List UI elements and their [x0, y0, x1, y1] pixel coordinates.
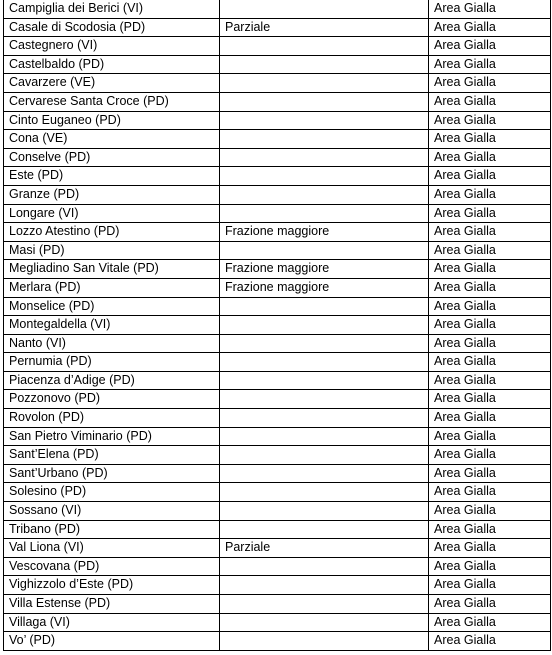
- table-row: [4, 130, 551, 149]
- table-row: [4, 278, 551, 297]
- area-cell: Area Gialla: [429, 390, 551, 409]
- area-cell: Area Gialla: [429, 111, 551, 130]
- note-cell: [220, 427, 429, 446]
- municipality-cell: Sant’Elena (PD): [4, 446, 220, 465]
- municipality-cell: Pozzonovo (PD): [4, 390, 220, 409]
- note-cell: [220, 0, 429, 18]
- table-row: [4, 483, 551, 502]
- municipality-cell: Val Liona (VI): [4, 539, 220, 558]
- table-row: [4, 427, 551, 446]
- table-row: [4, 557, 551, 576]
- note-cell: [220, 576, 429, 595]
- table-row: [4, 55, 551, 74]
- area-cell: Area Gialla: [429, 613, 551, 632]
- area-cell: Area Gialla: [429, 278, 551, 297]
- area-cell: Area Gialla: [429, 334, 551, 353]
- note-cell: [220, 502, 429, 521]
- note-cell: Parziale: [220, 539, 429, 558]
- table-row: [4, 353, 551, 372]
- table-row: [4, 260, 551, 279]
- municipality-cell: Montegaldella (VI): [4, 316, 220, 335]
- municipality-cell: Este (PD): [4, 167, 220, 186]
- municipality-cell: Pernumia (PD): [4, 353, 220, 372]
- table-row: [4, 576, 551, 595]
- municipality-cell: Vighizzolo d’Este (PD): [4, 576, 220, 595]
- table-row: [4, 167, 551, 186]
- municipality-cell: Villaga (VI): [4, 613, 220, 632]
- area-cell: Area Gialla: [429, 260, 551, 279]
- area-cell: Area Gialla: [429, 353, 551, 372]
- area-cell: Area Gialla: [429, 18, 551, 37]
- note-cell: [220, 446, 429, 465]
- table-row: [4, 390, 551, 409]
- table-row: [4, 334, 551, 353]
- table-row: [4, 539, 551, 558]
- area-cell: Area Gialla: [429, 520, 551, 539]
- note-cell: [220, 520, 429, 539]
- table-row: [4, 520, 551, 539]
- municipality-cell: Cinto Euganeo (PD): [4, 111, 220, 130]
- note-cell: [220, 632, 429, 651]
- area-cell: Area Gialla: [429, 37, 551, 56]
- municipality-cell: Sossano (VI): [4, 502, 220, 521]
- municipality-cell: Nanto (VI): [4, 334, 220, 353]
- table-row: [4, 316, 551, 335]
- note-cell: [220, 185, 429, 204]
- municipality-cell: Vo’ (PD): [4, 632, 220, 651]
- note-cell: [220, 92, 429, 111]
- area-cell: Area Gialla: [429, 55, 551, 74]
- area-cell: Area Gialla: [429, 502, 551, 521]
- table-row: [4, 92, 551, 111]
- area-cell: Area Gialla: [429, 576, 551, 595]
- table-body: [4, 0, 551, 650]
- area-cell: Area Gialla: [429, 539, 551, 558]
- municipality-cell: Castelbaldo (PD): [4, 55, 220, 74]
- table-row: [4, 111, 551, 130]
- note-cell: [220, 353, 429, 372]
- area-cell: Area Gialla: [429, 371, 551, 390]
- municipality-cell: Sant’Urbano (PD): [4, 464, 220, 483]
- note-cell: [220, 390, 429, 409]
- area-cell: Area Gialla: [429, 297, 551, 316]
- area-cell: Area Gialla: [429, 595, 551, 614]
- area-cell: Area Gialla: [429, 130, 551, 149]
- table-row: [4, 241, 551, 260]
- table-row: [4, 37, 551, 56]
- table-row: [4, 74, 551, 93]
- municipality-cell: Monselice (PD): [4, 297, 220, 316]
- note-cell: [220, 148, 429, 167]
- table-row: [4, 632, 551, 651]
- note-cell: [220, 55, 429, 74]
- note-cell: [220, 371, 429, 390]
- municipality-cell: San Pietro Viminario (PD): [4, 427, 220, 446]
- table-row: [4, 595, 551, 614]
- table-row: [4, 502, 551, 521]
- table-row: [4, 223, 551, 242]
- table-row: [4, 446, 551, 465]
- municipality-cell: Tribano (PD): [4, 520, 220, 539]
- note-cell: Frazione maggiore: [220, 260, 429, 279]
- table-row: [4, 185, 551, 204]
- area-cell: Area Gialla: [429, 557, 551, 576]
- note-cell: [220, 74, 429, 93]
- area-cell: Area Gialla: [429, 185, 551, 204]
- note-cell: [220, 111, 429, 130]
- note-cell: [220, 241, 429, 260]
- municipality-cell: Megliadino San Vitale (PD): [4, 260, 220, 279]
- area-cell: Area Gialla: [429, 223, 551, 242]
- area-cell: Area Gialla: [429, 0, 551, 18]
- note-cell: [220, 595, 429, 614]
- area-cell: Area Gialla: [429, 632, 551, 651]
- municipality-cell: Solesino (PD): [4, 483, 220, 502]
- municipality-cell: Masi (PD): [4, 241, 220, 260]
- area-cell: Area Gialla: [429, 241, 551, 260]
- note-cell: [220, 297, 429, 316]
- note-cell: [220, 334, 429, 353]
- area-cell: Area Gialla: [429, 92, 551, 111]
- note-cell: [220, 464, 429, 483]
- area-cell: Area Gialla: [429, 204, 551, 223]
- municipality-cell: Cona (VE): [4, 130, 220, 149]
- area-cell: Area Gialla: [429, 409, 551, 428]
- area-cell: Area Gialla: [429, 483, 551, 502]
- note-cell: Frazione maggiore: [220, 278, 429, 297]
- area-cell: Area Gialla: [429, 167, 551, 186]
- note-cell: [220, 316, 429, 335]
- area-cell: Area Gialla: [429, 427, 551, 446]
- municipality-cell: Conselve (PD): [4, 148, 220, 167]
- municipality-cell: Piacenza d’Adige (PD): [4, 371, 220, 390]
- table-row: [4, 148, 551, 167]
- municipality-cell: Castegnero (VI): [4, 37, 220, 56]
- note-cell: [220, 613, 429, 632]
- municipalities-table: [3, 0, 551, 651]
- area-cell: Area Gialla: [429, 316, 551, 335]
- table-row: [4, 18, 551, 37]
- note-cell: [220, 483, 429, 502]
- table-row: [4, 464, 551, 483]
- table-row: [4, 297, 551, 316]
- area-cell: Area Gialla: [429, 464, 551, 483]
- table-row: [4, 409, 551, 428]
- municipality-cell: Longare (VI): [4, 204, 220, 223]
- municipality-cell: Vescovana (PD): [4, 557, 220, 576]
- municipality-cell: Casale di Scodosia (PD): [4, 18, 220, 37]
- area-cell: Area Gialla: [429, 74, 551, 93]
- note-cell: [220, 204, 429, 223]
- municipality-cell: Lozzo Atestino (PD): [4, 223, 220, 242]
- municipality-cell: Cavarzere (VE): [4, 74, 220, 93]
- note-cell: Parziale: [220, 18, 429, 37]
- area-cell: Area Gialla: [429, 148, 551, 167]
- municipality-cell: Rovolon (PD): [4, 409, 220, 428]
- note-cell: [220, 37, 429, 56]
- note-cell: [220, 409, 429, 428]
- note-cell: [220, 130, 429, 149]
- municipality-cell: Campiglia dei Berici (VI): [4, 0, 220, 18]
- table-row: [4, 371, 551, 390]
- table-row: [4, 204, 551, 223]
- note-cell: [220, 167, 429, 186]
- note-cell: Frazione maggiore: [220, 223, 429, 242]
- table-row: [4, 0, 551, 18]
- table-row: [4, 613, 551, 632]
- note-cell: [220, 557, 429, 576]
- municipality-cell: Granze (PD): [4, 185, 220, 204]
- municipality-cell: Villa Estense (PD): [4, 595, 220, 614]
- municipality-cell: Cervarese Santa Croce (PD): [4, 92, 220, 111]
- area-cell: Area Gialla: [429, 446, 551, 465]
- municipality-cell: Merlara (PD): [4, 278, 220, 297]
